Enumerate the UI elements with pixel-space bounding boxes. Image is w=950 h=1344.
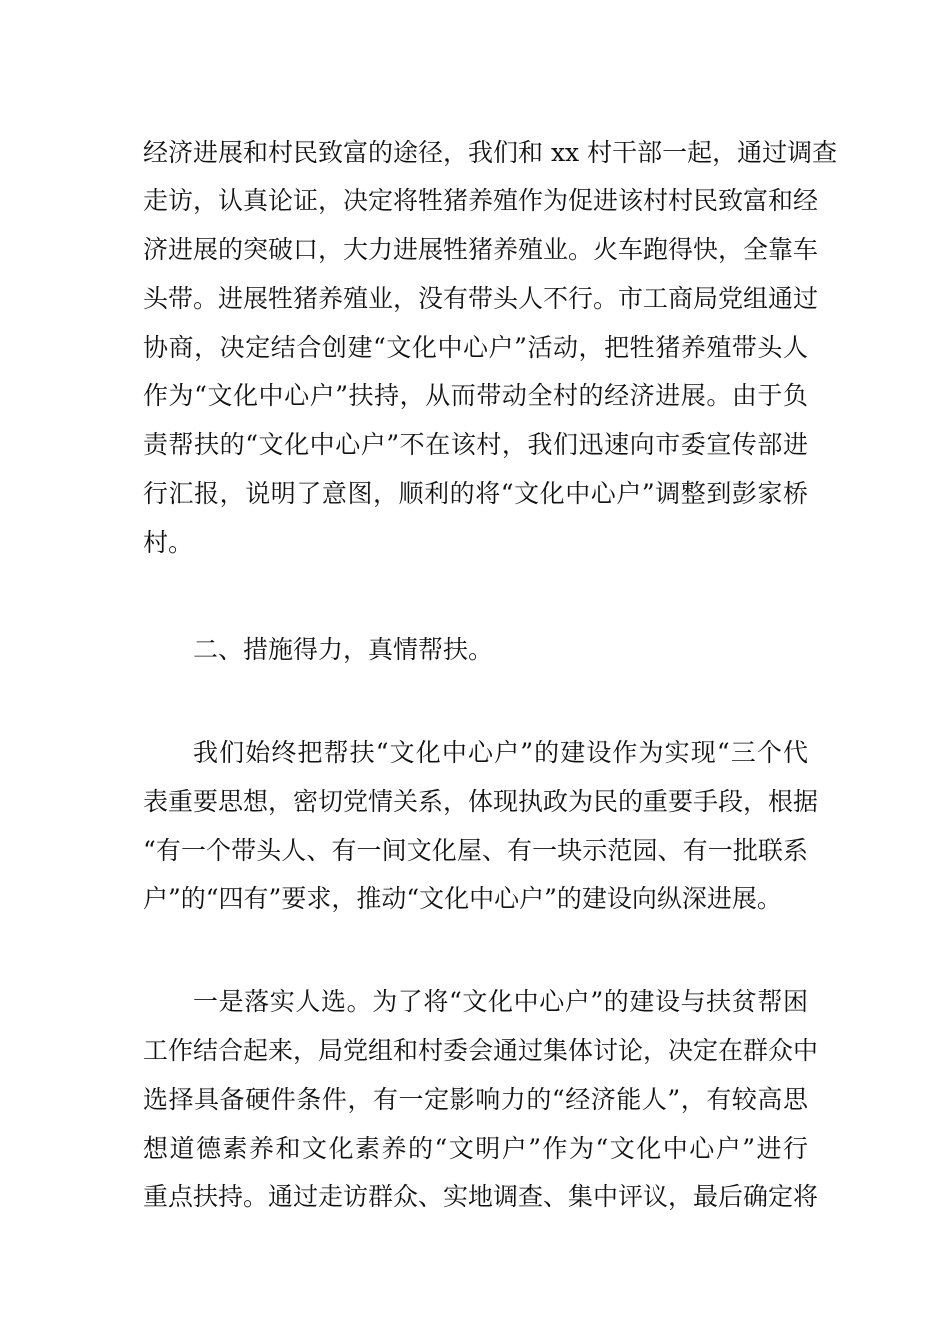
paragraph-line: 作为“文化中心户”扶持，从而带动全村的经济进展。由于负 <box>143 381 808 410</box>
paragraph-line: 责帮扶的“文化中心户”不在该村，我们迅速向市委宣传部进 <box>143 430 808 459</box>
paragraph-line: 重点扶持。通过走访群众、实地调查、集中评议，最后确定将 <box>143 1182 819 1211</box>
paragraph-line: 户”的“四有”要求，推动“文化中心户”的建设向纵深进展。 <box>143 884 782 913</box>
paragraph-line: 一是落实人选。为了将“文化中心户”的建设与扶贫帮困 <box>193 987 808 1016</box>
paragraph-line: 我们始终把帮扶“文化中心户”的建设作为实现“三个代 <box>193 738 808 767</box>
paragraph-line: 表重要思想，密切党情关系，体现执政为民的重要手段，根据 <box>143 787 819 816</box>
paragraph-line: 工作结合起来，局党组和村委会通过集体讨论，决定在群众中 <box>143 1036 819 1065</box>
paragraph-line: 想道德素养和文化素养的“文明户”作为“文化中心户”进行 <box>143 1134 808 1163</box>
paragraph-line: 村。 <box>143 528 194 557</box>
paragraph-line: 头带。进展牲猪养殖业，没有带头人不行。市工商局党组通过 <box>143 284 819 313</box>
paragraph-line: 协商，决定结合创建“文化中心户”活动，把牲猪养殖带头人 <box>143 333 808 362</box>
paragraph-line: 走访，认真论证，决定将牲猪养殖作为促进该村村民致富和经 <box>143 186 819 215</box>
paragraph-line: 行汇报，说明了意图，顺利的将“文化中心户”调整到彭家桥 <box>143 479 808 508</box>
paragraph-line: 选择具备硬件条件，有一定影响力的“经济能人”，有较高思 <box>143 1085 808 1114</box>
heading-line: 二、措施得力，真情帮扶。 <box>193 635 494 664</box>
paragraph-line: 经济进展和村民致富的途径，我们和 xx 村干部一起，通过调查 <box>143 138 838 167</box>
paragraph-line: “有一个带头人、有一间文化屋、有一块示范园、有一批联系 <box>143 836 808 865</box>
paragraph-line: 济进展的突破口，大力进展牲猪养殖业。火车跑得快，全靠车 <box>143 235 819 264</box>
